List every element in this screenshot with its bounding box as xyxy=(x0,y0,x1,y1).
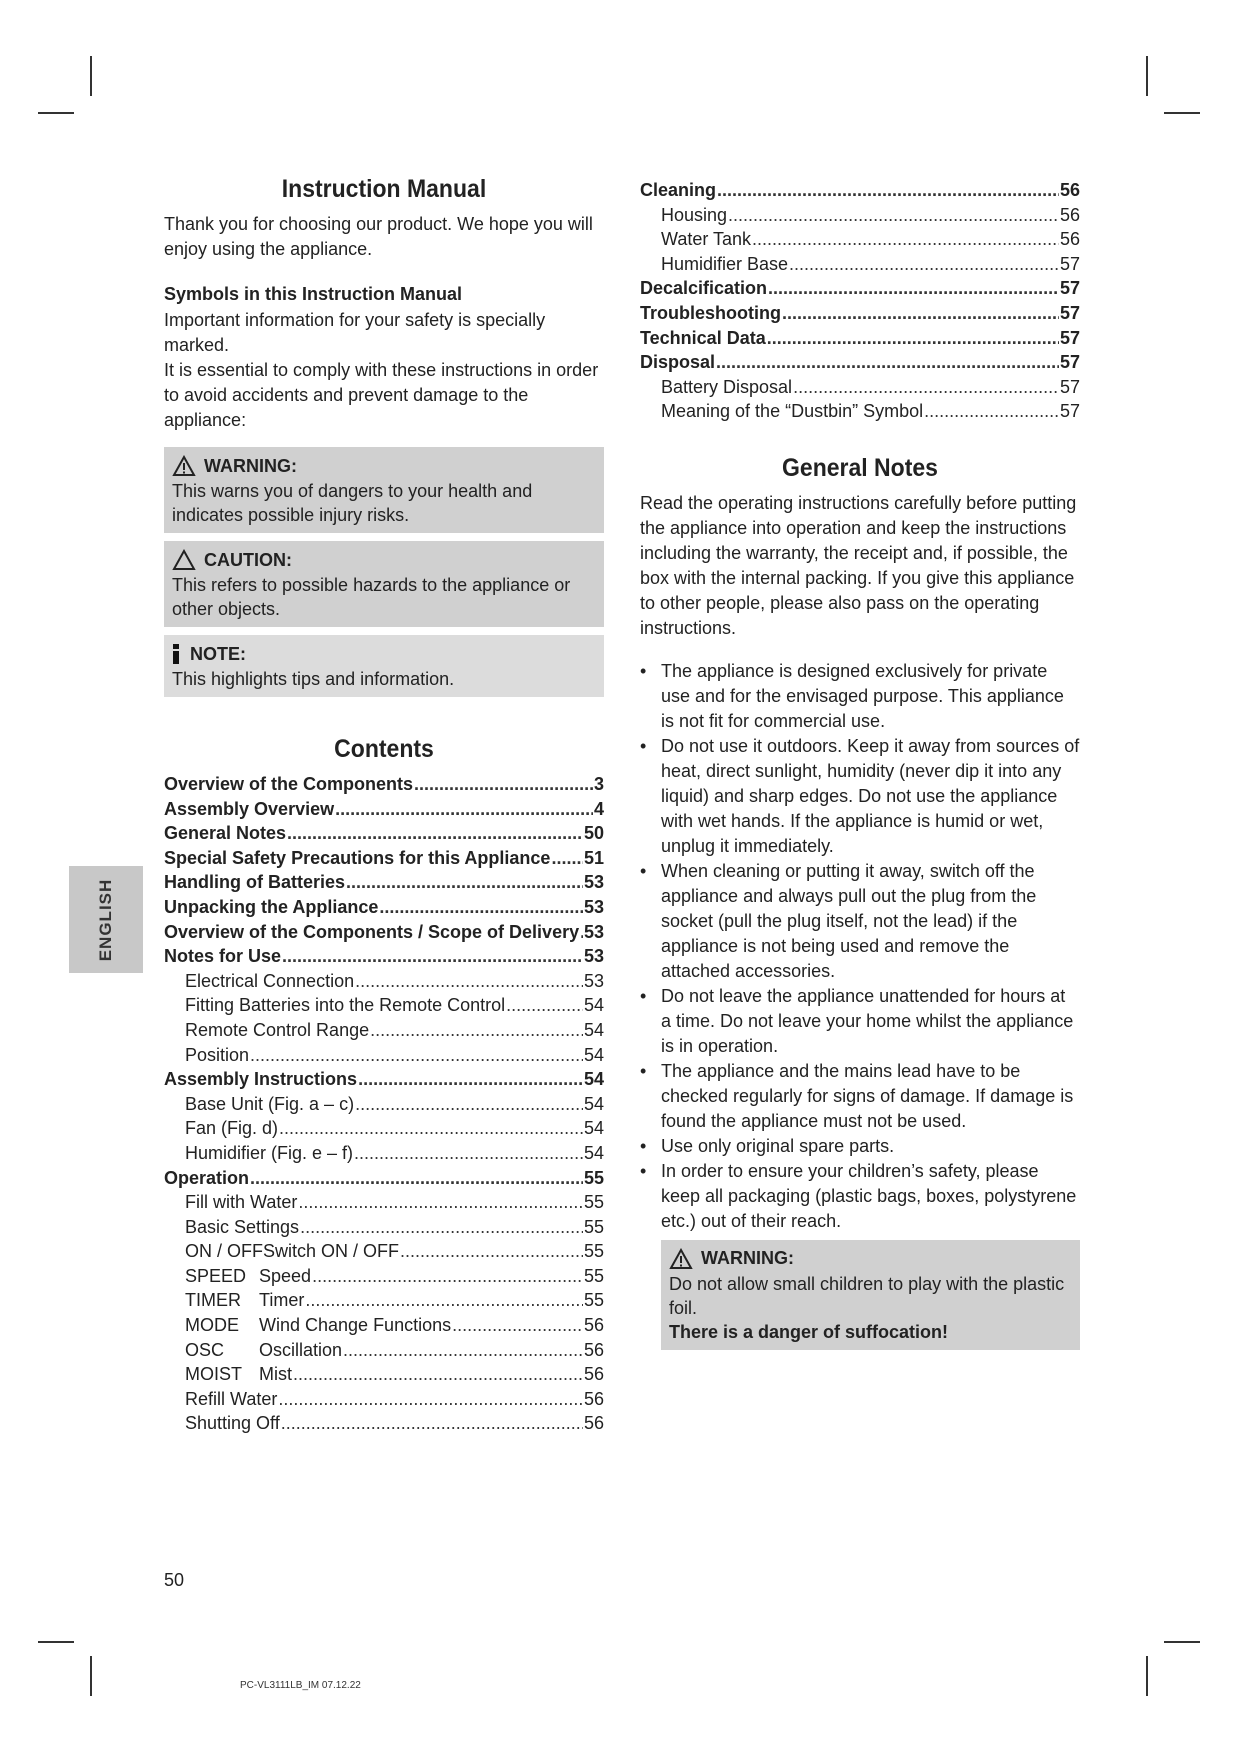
table-of-contents-continued xyxy=(640,178,1080,424)
safety-bullet: • The appliance and the mains lead have to be checked regularly for signs of damage. If damage is found the appliance must not be used. xyxy=(640,1059,1080,1134)
toc-leader-dots xyxy=(250,1166,583,1191)
toc-entry-label: Decalcification xyxy=(640,278,768,299)
toc-entry xyxy=(640,252,1080,277)
toc-entry-label: Electrical Connection xyxy=(185,970,355,991)
toc-entry-page: 57 xyxy=(1059,278,1080,299)
toc-entry xyxy=(164,797,604,822)
toc-entry xyxy=(164,1338,604,1363)
toc-entry-page: 56 xyxy=(583,1388,604,1409)
toc-entry xyxy=(164,1043,604,1068)
toc-leader-dots xyxy=(728,203,1059,228)
toc-entry-label: Shutting Off xyxy=(185,1413,280,1434)
toc-leader-dots xyxy=(305,1288,583,1313)
toc-entry xyxy=(164,821,604,846)
symbols-text-1: Important information for your safety is specially marked. xyxy=(164,310,546,355)
toc-entry-label: Operation xyxy=(164,1167,250,1188)
toc-entry-page: 53 xyxy=(583,946,604,967)
toc-entry-label: Remote Control Range xyxy=(185,1019,370,1040)
toc-entry xyxy=(164,870,604,895)
note-box xyxy=(164,635,604,697)
toc-entry-label: Overview of the Components / Scope of Delivery xyxy=(164,921,580,942)
toc-leader-dots xyxy=(282,944,583,969)
safety-bullet: • Do not use it outdoors. Keep it away from sources of heat, direct sunlight, humidity (never dip it into any liquid) and sharp edges. Do not use the appliance with wet hands. If the appliance is humid or wet, unplug it immediately. xyxy=(640,734,1080,859)
toc-entry-page: 50 xyxy=(583,823,604,844)
toc-entry xyxy=(164,944,604,969)
toc-leader-dots xyxy=(343,1338,583,1363)
toc-entry-label: Meaning of the “Dustbin” Symbol xyxy=(661,401,924,422)
toc-leader-dots xyxy=(752,227,1059,252)
toc-entry xyxy=(640,350,1080,375)
toc-entry-label: Speed xyxy=(259,1265,312,1286)
toc-entry-label: Overview of the Components xyxy=(164,774,414,794)
toc-entry xyxy=(164,895,604,920)
contents-title: Contents xyxy=(334,735,434,763)
toc-entry-label: Base Unit (Fig. a – c) xyxy=(185,1093,355,1114)
warning-text: This warns you of dangers to your health and indicates possible injury risks. xyxy=(172,481,533,525)
symbols-heading: Symbols in this Instruction Manual xyxy=(164,284,463,304)
toc-entry-key: MODE xyxy=(185,1315,239,1336)
intro-text: Thank you for choosing our product. We hope you will enjoy using the appliance. xyxy=(164,214,593,259)
crop-mark xyxy=(38,112,74,114)
toc-leader-dots xyxy=(506,993,583,1018)
toc-entry-label: Position xyxy=(185,1044,250,1065)
toc-leader-dots xyxy=(287,821,583,846)
toc-entry xyxy=(640,203,1080,228)
toc-entry xyxy=(164,1288,604,1313)
toc-entry-label: General Notes xyxy=(164,823,287,844)
crop-mark xyxy=(90,1656,92,1696)
toc-entry-label: Disposal xyxy=(640,352,716,373)
toc-entry xyxy=(164,1067,604,1092)
warning-icon xyxy=(172,455,196,477)
toc-entry-label: Timer xyxy=(259,1290,305,1311)
toc-entry xyxy=(164,846,604,871)
toc-entry-label: Troubleshooting xyxy=(640,302,781,323)
toc-entry-page: 51 xyxy=(583,847,604,868)
toc-entry xyxy=(640,375,1080,400)
toc-entry-label: Mist xyxy=(259,1364,292,1385)
toc-leader-dots xyxy=(379,895,583,920)
crop-mark xyxy=(1146,56,1148,96)
toc-leader-dots xyxy=(335,797,593,822)
toc-leader-dots xyxy=(354,1141,583,1166)
toc-entry-label: Wind Change Functions xyxy=(259,1315,452,1336)
crop-mark xyxy=(1164,1641,1200,1643)
toc-entry-page: 55 xyxy=(583,1241,604,1262)
toc-entry-key: ON / OFF xyxy=(185,1241,263,1262)
toc-entry-page: 55 xyxy=(583,1290,604,1311)
toc-entry-page: 54 xyxy=(583,995,604,1016)
crop-mark xyxy=(90,56,92,96)
suffocation-warning-bold: There is a danger of suffocation! xyxy=(669,1321,949,1342)
toc-entry-page: 53 xyxy=(583,970,604,991)
general-notes-title: General Notes xyxy=(782,453,938,482)
toc-entry-label: Battery Disposal xyxy=(661,376,793,397)
page-number: 50 xyxy=(164,1570,185,1590)
toc-entry-page: 56 xyxy=(1059,180,1080,200)
toc-leader-dots xyxy=(414,772,593,797)
toc-entry xyxy=(164,993,604,1018)
toc-entry xyxy=(164,1362,604,1387)
toc-entry-key: MOIST xyxy=(185,1364,242,1385)
toc-entry-label: Oscillation xyxy=(259,1339,343,1360)
toc-entry-label: Unpacking the Appliance xyxy=(164,896,379,917)
toc-entry-label: Assembly Overview xyxy=(164,798,335,819)
suffocation-warning-label: WARNING: xyxy=(701,1248,794,1269)
toc-leader-dots xyxy=(278,1387,583,1412)
toc-leader-dots xyxy=(281,1411,583,1436)
toc-entry-page: 55 xyxy=(583,1192,604,1213)
toc-entry-label: Refill Water xyxy=(185,1388,278,1409)
toc-entry-page: 4 xyxy=(593,798,604,819)
left-column xyxy=(164,175,604,1436)
toc-entry-page: 53 xyxy=(583,896,604,917)
suffocation-warning-text: Do not allow small children to play with the plastic foil. xyxy=(669,1273,1065,1318)
crop-mark xyxy=(38,1641,74,1643)
toc-entry-page: 57 xyxy=(1059,401,1080,422)
toc-leader-dots xyxy=(452,1313,583,1338)
toc-entry-key: OSC xyxy=(185,1339,225,1360)
toc-entry-label: Handling of Batteries xyxy=(164,872,346,893)
crop-mark xyxy=(1164,112,1200,114)
toc-entry xyxy=(640,178,1080,203)
toc-entry-page: 55 xyxy=(583,1265,604,1286)
caution-label: CAUTION: xyxy=(204,549,292,570)
toc-entry-label: Humidifier Base xyxy=(661,253,789,274)
toc-entry-page: 54 xyxy=(583,1069,604,1090)
toc-entry xyxy=(164,1092,604,1117)
toc-entry-page: 57 xyxy=(1059,327,1080,348)
toc-entry-label: Special Safety Precautions for this Appliance xyxy=(164,847,551,868)
toc-entry-label: Humidifier (Fig. e – f) xyxy=(185,1142,354,1163)
toc-entry-page: 57 xyxy=(1059,253,1080,274)
note-label: NOTE: xyxy=(190,643,246,664)
toc-entry-page: 54 xyxy=(583,1044,604,1065)
toc-leader-dots xyxy=(400,1239,583,1264)
toc-entry-page: 56 xyxy=(1059,229,1080,250)
toc-entry xyxy=(640,276,1080,301)
safety-bullet-list xyxy=(640,659,1080,1234)
toc-entry-page: 56 xyxy=(583,1364,604,1385)
toc-entry xyxy=(164,772,604,797)
toc-leader-dots xyxy=(300,1215,583,1240)
toc-entry xyxy=(164,920,604,945)
toc-entry-page: 55 xyxy=(583,1167,604,1188)
toc-entry xyxy=(164,1116,604,1141)
toc-entry-page: 3 xyxy=(593,774,604,794)
symbols-text-2: It is essential to comply with these instructions in order to avoid accidents and prevent damage to the appliance: xyxy=(164,360,599,430)
toc-entry-page: 56 xyxy=(583,1315,604,1336)
crop-mark xyxy=(1146,1656,1148,1696)
toc-entry-label: Technical Data xyxy=(640,327,766,348)
toc-entry-page: 56 xyxy=(583,1339,604,1360)
toc-leader-dots xyxy=(250,1043,583,1068)
toc-leader-dots xyxy=(580,920,583,945)
toc-entry-label: Notes for Use xyxy=(164,946,282,967)
toc-entry-key: SPEED xyxy=(185,1265,247,1286)
toc-entry-page: 54 xyxy=(583,1093,604,1114)
toc-leader-dots xyxy=(717,178,1059,203)
toc-leader-dots xyxy=(298,1190,583,1215)
toc-entry-key: TIMER xyxy=(185,1290,241,1311)
toc-leader-dots xyxy=(716,350,1059,375)
info-icon xyxy=(172,644,180,664)
toc-entry xyxy=(164,969,604,994)
toc-entry xyxy=(164,1264,604,1289)
toc-entry-page: 56 xyxy=(583,1413,604,1434)
safety-bullet: • Do not leave the appliance unattended for hours at a time. Do not leave your home whilst the appliance is in operation. xyxy=(640,984,1080,1059)
toc-entry-label: Fan (Fig. d) xyxy=(185,1118,279,1139)
right-column xyxy=(640,178,1080,1350)
warning-label: WARNING: xyxy=(204,455,297,476)
toc-entry-page: 57 xyxy=(1059,302,1080,323)
toc-entry-page: 57 xyxy=(1059,376,1080,397)
caution-text: This refers to possible hazards to the appliance or other objects. xyxy=(172,575,571,619)
toc-entry-page: 54 xyxy=(583,1019,604,1040)
toc-entry-page: 53 xyxy=(583,921,604,942)
toc-entry xyxy=(164,1387,604,1412)
page-title: Instruction Manual xyxy=(281,175,487,203)
toc-entry xyxy=(164,1141,604,1166)
toc-entry xyxy=(164,1190,604,1215)
toc-entry xyxy=(640,399,1080,424)
safety-bullet: • When cleaning or putting it away, switch off the appliance and always pull out the plug from the socket (pull the plug itself, not the lead) if the appliance is not being used and remove the attached accessories. xyxy=(640,859,1080,984)
toc-entry-page: 54 xyxy=(583,1142,604,1163)
toc-entry xyxy=(640,227,1080,252)
toc-entry xyxy=(640,326,1080,351)
toc-leader-dots xyxy=(768,276,1059,301)
toc-entry xyxy=(164,1018,604,1043)
toc-entry xyxy=(164,1215,604,1240)
toc-leader-dots xyxy=(793,375,1059,400)
warning-box xyxy=(164,447,604,533)
toc-leader-dots xyxy=(782,301,1059,326)
toc-entry-label: Water Tank xyxy=(661,229,752,250)
safety-bullet: • The appliance is designed exclusively for private use and for the envisaged purpose. This appliance is not fit for commercial use. xyxy=(640,659,1080,734)
toc-leader-dots xyxy=(767,326,1059,351)
toc-entry-page: 53 xyxy=(583,872,604,893)
warning-icon xyxy=(669,1248,693,1270)
language-tab xyxy=(69,866,143,973)
toc-leader-dots xyxy=(346,870,583,895)
general-notes-intro: Read the operating instructions carefully before putting the appliance into operation and keep the instructions including the warranty, the receipt and, if possible, the box with the internal packing. If you give this appliance to other people, please also pass on the operating instructions. xyxy=(640,492,1077,638)
toc-entry xyxy=(164,1166,604,1191)
toc-entry xyxy=(164,1411,604,1436)
toc-entry-label: Switch ON / OFF xyxy=(263,1241,400,1262)
toc-leader-dots xyxy=(312,1264,583,1289)
toc-entry-label: Cleaning xyxy=(640,180,717,200)
toc-entry-page: 56 xyxy=(1059,204,1080,225)
toc-entry xyxy=(640,301,1080,326)
toc-entry-label: Assembly Instructions xyxy=(164,1069,358,1090)
footer-code: PC-VL3111LB_IM 07.12.22 xyxy=(240,1680,361,1691)
safety-bullet: • In order to ensure your children’s safety, please keep all packaging (plastic bags, boxes, polystyrene etc.) out of their reach. xyxy=(640,1159,1080,1234)
toc-leader-dots xyxy=(789,252,1059,277)
caution-icon xyxy=(172,549,196,571)
note-text: This highlights tips and information. xyxy=(172,669,455,689)
toc-leader-dots xyxy=(924,399,1059,424)
toc-leader-dots xyxy=(551,846,583,871)
toc-entry-page: 54 xyxy=(583,1118,604,1139)
toc-entry xyxy=(164,1313,604,1338)
table-of-contents xyxy=(164,772,604,1436)
suffocation-warning-box xyxy=(661,1240,1080,1350)
toc-entry xyxy=(164,1239,604,1264)
toc-leader-dots xyxy=(370,1018,583,1043)
toc-entry-page: 57 xyxy=(1059,352,1080,373)
toc-leader-dots xyxy=(355,1092,583,1117)
safety-bullet: • Use only original spare parts. xyxy=(640,1134,1080,1159)
toc-leader-dots xyxy=(358,1067,583,1092)
caution-box xyxy=(164,541,604,627)
toc-entry-label: Basic Settings xyxy=(185,1216,300,1237)
toc-leader-dots xyxy=(279,1116,583,1141)
language-tab-label: ENGLISH xyxy=(96,878,115,961)
toc-leader-dots xyxy=(355,969,583,994)
toc-leader-dots xyxy=(293,1362,583,1387)
toc-entry-label: Fitting Batteries into the Remote Control xyxy=(185,995,506,1016)
toc-entry-page: 55 xyxy=(583,1216,604,1237)
toc-entry-label: Housing xyxy=(661,204,728,225)
toc-entry-label: Fill with Water xyxy=(185,1192,298,1213)
